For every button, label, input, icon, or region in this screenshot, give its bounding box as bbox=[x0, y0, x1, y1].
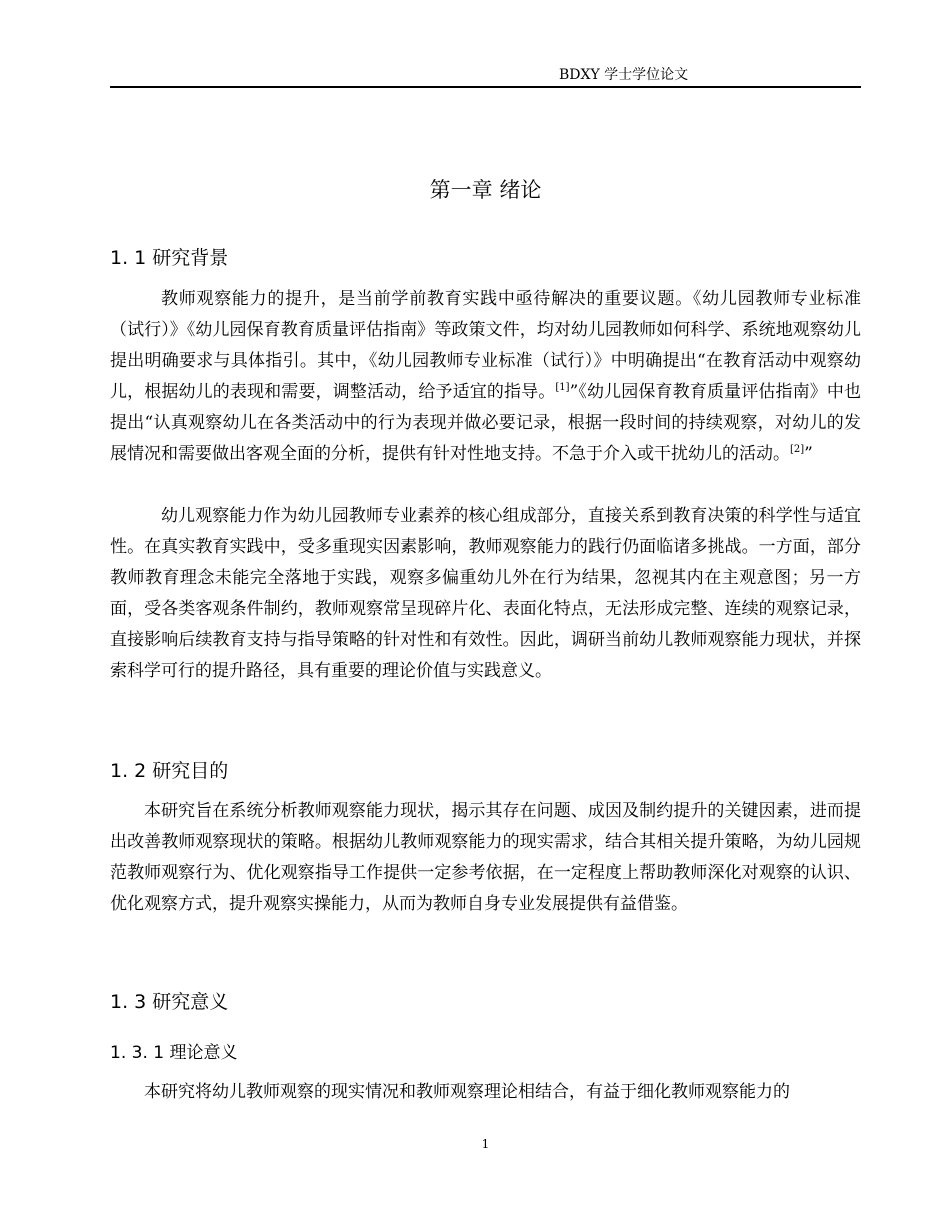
paragraph-text: ”《幼儿园保育教育质量评估指南》中也提出“认真观察幼儿在各类活动中的行为表现并做必要记录，根据一段时间的持续观察，对幼儿的发展情况和需要做出客观全面的分析，提供有针对性地支持。不急于介入或干扰幼儿的活动。 bbox=[110, 382, 861, 464]
page-number: 1 bbox=[481, 1137, 490, 1151]
section-heading-significance: 1. 3 研究意义 bbox=[110, 991, 229, 1013]
subsection-heading-theory: 1. 3. 1 理论意义 bbox=[110, 1043, 238, 1063]
section-heading-purpose: 1. 2 研究目的 bbox=[110, 760, 229, 782]
citation-ref-1: [1] bbox=[555, 382, 570, 393]
running-header-title: BDXY 学士学位论文 bbox=[559, 67, 689, 83]
chapter-title: 第一章 绪论 bbox=[429, 178, 542, 202]
paragraph-theory: 本研究将幼儿教师观察的现实情况和教师观察理论相结合，有益于细化教师观察能力的 bbox=[144, 1082, 790, 1102]
section-heading-background: 1. 1 研究背景 bbox=[110, 247, 229, 269]
paragraph-text: 教师观察能力的提升，是当前学前教育实践中亟待解决的重要议题。《幼儿园教师专业标准（试行）》《幼儿园保育教育质量评估指南》等政策文件，均对幼儿园教师如何科学、系统地观察幼儿提出明确要求与具体指引。其中，《幼儿园教师专业标准（试行）》中明确提出“在教育活动中观察幼儿，根据幼儿的表现和需要，调整活动，给予适宜的指导。 bbox=[110, 289, 861, 402]
paragraph-text: ” bbox=[804, 444, 813, 464]
paragraph-purpose: 本研究旨在系统分析教师观察能力现状，揭示其存在问题、成因及制约提升的关键因素，进而提出改善教师观察现状的策略。根据幼儿教师观察能力的现实需求，结合其相关提升策略，为幼儿园规范教师观察行为、优化观察指导工作提供一定参考依据，在一定程度上帮助教师深化对观察的认识、优化观察方式，提升观察实操能力，从而为教师自身专业发展提供有益借鉴。 bbox=[110, 801, 861, 914]
header-rule bbox=[110, 86, 861, 88]
paragraph-background-2: 幼儿观察能力作为幼儿园教师专业素养的核心组成部分，直接关系到教育决策的科学性与适宜性。在真实教育实践中，受多重现实因素影响，教师观察能力的践行仍面临诸多挑战。一方面，部分教师教育理念未能完全落地于实践，观察多偏重幼儿外在行为结果，忽视其内在主观意图；另一方面，受各类客观条件制约，教师观察常呈现碎片化、表面化特点，无法形成完整、连续的观察记录，直接影响后续教育支持与指导策略的针对性和有效性。因此，调研当前幼儿教师观察能力现状，并探索科学可行的提升路径，具有重要的理论价值与实践意义。 bbox=[110, 506, 861, 681]
paragraph-background-1 bbox=[110, 284, 861, 470]
citation-ref-2: [2] bbox=[790, 444, 805, 455]
